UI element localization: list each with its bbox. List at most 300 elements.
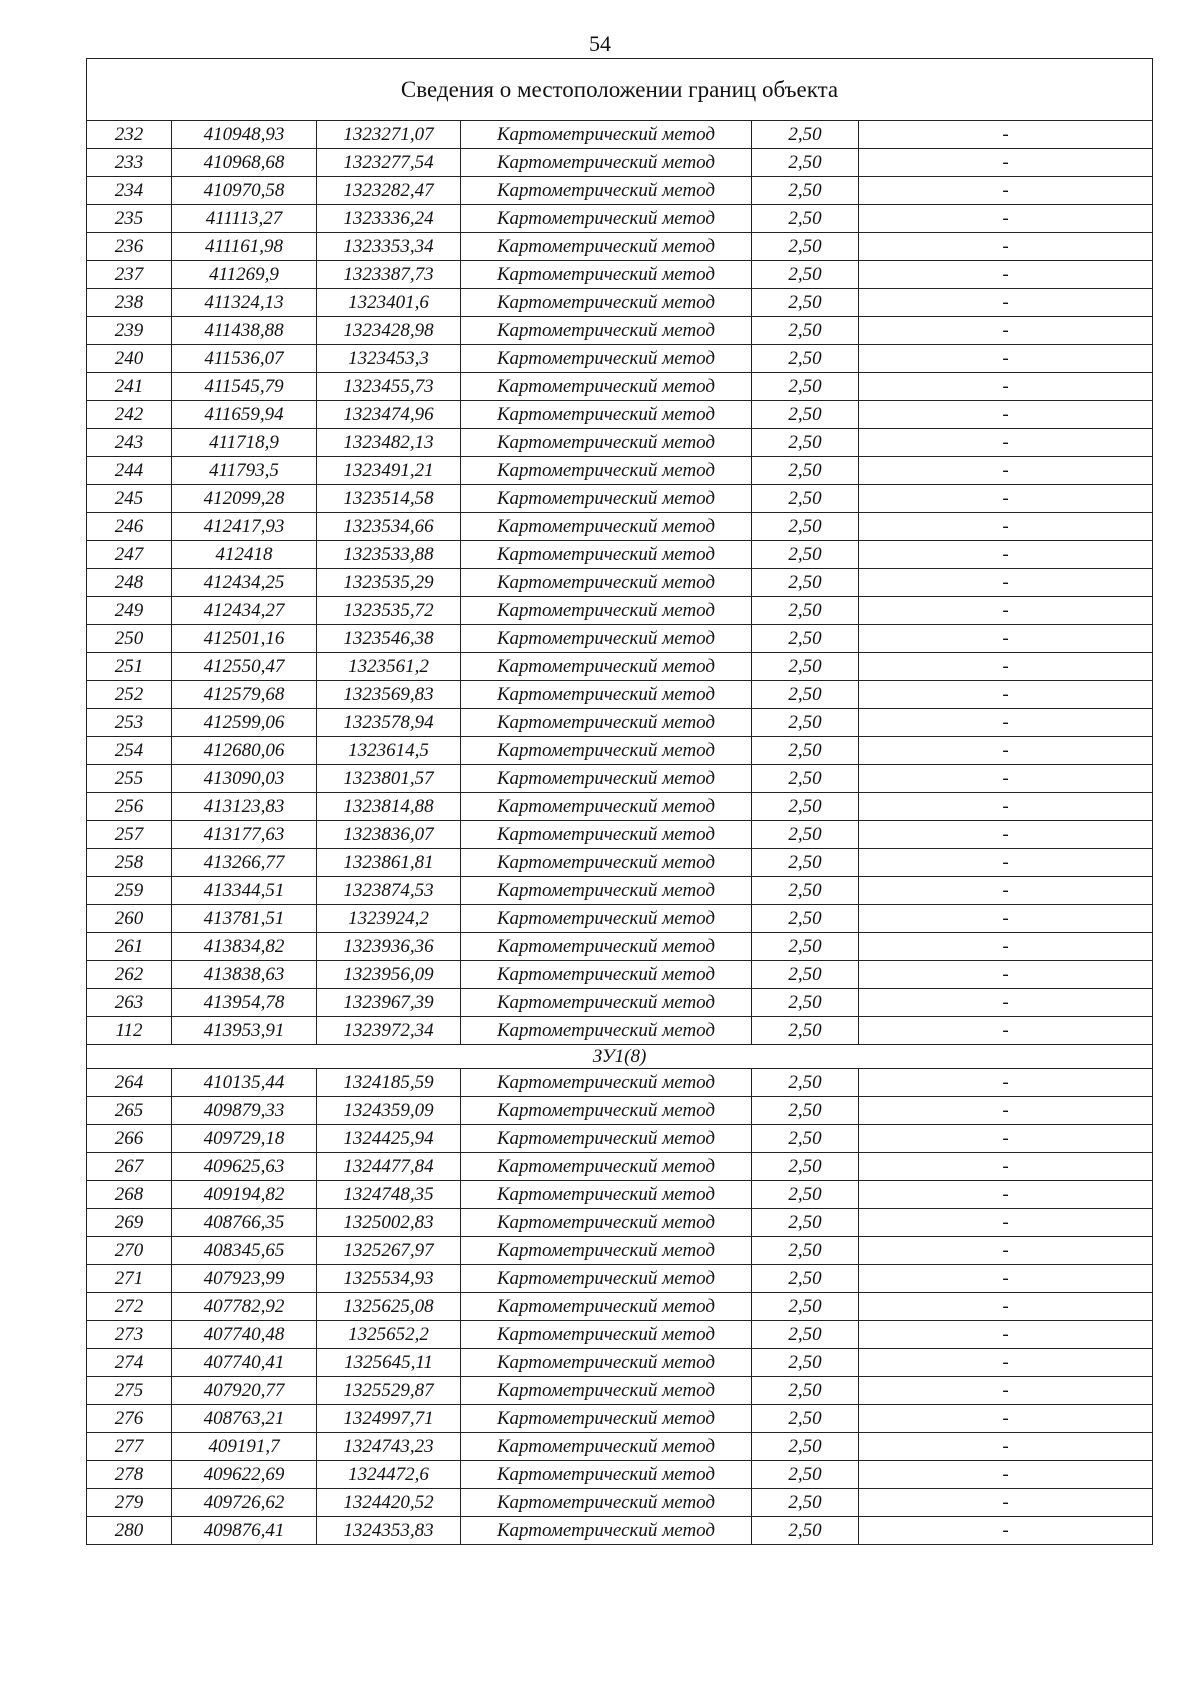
determination-method: Картометрический метод <box>461 1321 752 1349</box>
coordinate-y: 1323861,81 <box>317 849 461 877</box>
table-row <box>87 1097 1153 1125</box>
point-number: 271 <box>87 1265 172 1293</box>
coordinate-x: 412099,28 <box>172 485 317 513</box>
description-empty: - <box>859 233 1153 261</box>
table-row <box>87 653 1153 681</box>
point-number: 112 <box>87 1017 172 1045</box>
point-number: 261 <box>87 933 172 961</box>
accuracy-value: 2,50 <box>752 877 859 905</box>
coordinate-y: 1324997,71 <box>317 1405 461 1433</box>
table-row <box>87 1433 1153 1461</box>
coordinate-x: 412501,16 <box>172 625 317 653</box>
point-number: 256 <box>87 793 172 821</box>
coordinate-y: 1324359,09 <box>317 1097 461 1125</box>
determination-method: Картометрический метод <box>461 793 752 821</box>
description-empty: - <box>859 317 1153 345</box>
coordinate-y: 1323801,57 <box>317 765 461 793</box>
coordinate-y: 1325534,93 <box>317 1265 461 1293</box>
coordinate-x: 413266,77 <box>172 849 317 877</box>
coordinate-y: 1325529,87 <box>317 1377 461 1405</box>
coordinate-y: 1323514,58 <box>317 485 461 513</box>
page-number: 54 <box>589 31 611 56</box>
point-number: 245 <box>87 485 172 513</box>
determination-method: Картометрический метод <box>461 1489 752 1517</box>
determination-method: Картометрический метод <box>461 205 752 233</box>
coordinate-x: 407920,77 <box>172 1377 317 1405</box>
accuracy-value: 2,50 <box>752 1377 859 1405</box>
table-row <box>87 1517 1153 1545</box>
coordinate-x: 409191,7 <box>172 1433 317 1461</box>
description-empty: - <box>859 513 1153 541</box>
determination-method: Картометрический метод <box>461 653 752 681</box>
coordinate-x: 408345,65 <box>172 1237 317 1265</box>
determination-method: Картометрический метод <box>461 261 752 289</box>
description-empty: - <box>859 1461 1153 1489</box>
determination-method: Картометрический метод <box>461 1017 752 1045</box>
point-number: 236 <box>87 233 172 261</box>
table-row <box>87 121 1153 149</box>
coordinate-y: 1323972,34 <box>317 1017 461 1045</box>
coordinate-x: 410968,68 <box>172 149 317 177</box>
accuracy-value: 2,50 <box>752 709 859 737</box>
determination-method: Картометрический метод <box>461 1377 752 1405</box>
description-empty: - <box>859 177 1153 205</box>
point-number: 252 <box>87 681 172 709</box>
accuracy-value: 2,50 <box>752 989 859 1017</box>
description-empty: - <box>859 961 1153 989</box>
table-row <box>87 1181 1153 1209</box>
coordinate-y: 1323271,07 <box>317 121 461 149</box>
description-empty: - <box>859 345 1153 373</box>
coordinate-x: 409726,62 <box>172 1489 317 1517</box>
point-number: 234 <box>87 177 172 205</box>
accuracy-value: 2,50 <box>752 1209 859 1237</box>
coordinate-y: 1324472,6 <box>317 1461 461 1489</box>
description-empty: - <box>859 457 1153 485</box>
coordinate-y: 1323482,13 <box>317 429 461 457</box>
coordinate-y: 1323474,96 <box>317 401 461 429</box>
coordinate-x: 411324,13 <box>172 289 317 317</box>
determination-method: Картометрический метод <box>461 933 752 961</box>
accuracy-value: 2,50 <box>752 1125 859 1153</box>
coordinate-x: 412417,93 <box>172 513 317 541</box>
determination-method: Картометрический метод <box>461 289 752 317</box>
table-row <box>87 1265 1153 1293</box>
table-row <box>87 793 1153 821</box>
coordinate-y: 1325645,11 <box>317 1349 461 1377</box>
determination-method: Картометрический метод <box>461 625 752 653</box>
point-number: 247 <box>87 541 172 569</box>
point-number: 273 <box>87 1321 172 1349</box>
table-row <box>87 1489 1153 1517</box>
accuracy-value: 2,50 <box>752 1461 859 1489</box>
determination-method: Картометрический метод <box>461 1517 752 1545</box>
point-number: 248 <box>87 569 172 597</box>
coordinate-y: 1323561,2 <box>317 653 461 681</box>
accuracy-value: 2,50 <box>752 933 859 961</box>
description-empty: - <box>859 1489 1153 1517</box>
accuracy-value: 2,50 <box>752 1153 859 1181</box>
table-row <box>87 289 1153 317</box>
coordinate-x: 413090,03 <box>172 765 317 793</box>
coordinate-y: 1325625,08 <box>317 1293 461 1321</box>
table-row <box>87 821 1153 849</box>
description-empty: - <box>859 1097 1153 1125</box>
table-row <box>87 513 1153 541</box>
determination-method: Картометрический метод <box>461 905 752 933</box>
coordinate-y: 1323924,2 <box>317 905 461 933</box>
coordinate-x: 411793,5 <box>172 457 317 485</box>
coordinate-x: 413834,82 <box>172 933 317 961</box>
table-row <box>87 1349 1153 1377</box>
table-row <box>87 1237 1153 1265</box>
description-empty: - <box>859 597 1153 625</box>
description-empty: - <box>859 933 1153 961</box>
point-number: 270 <box>87 1237 172 1265</box>
point-number: 259 <box>87 877 172 905</box>
coordinate-x: 409622,69 <box>172 1461 317 1489</box>
determination-method: Картометрический метод <box>461 429 752 457</box>
determination-method: Картометрический метод <box>461 177 752 205</box>
point-number: 241 <box>87 373 172 401</box>
point-number: 237 <box>87 261 172 289</box>
accuracy-value: 2,50 <box>752 457 859 485</box>
accuracy-value: 2,50 <box>752 1405 859 1433</box>
description-empty: - <box>859 289 1153 317</box>
table-row <box>87 569 1153 597</box>
table-row <box>87 205 1153 233</box>
table-row <box>87 261 1153 289</box>
coordinate-x: 409194,82 <box>172 1181 317 1209</box>
accuracy-value: 2,50 <box>752 821 859 849</box>
description-empty: - <box>859 1125 1153 1153</box>
accuracy-value: 2,50 <box>752 541 859 569</box>
table-row <box>87 1125 1153 1153</box>
coordinate-y: 1324425,94 <box>317 1125 461 1153</box>
point-number: 250 <box>87 625 172 653</box>
coordinate-y: 1325652,2 <box>317 1321 461 1349</box>
description-empty: - <box>859 149 1153 177</box>
coordinate-x: 413177,63 <box>172 821 317 849</box>
coordinate-x: 408763,21 <box>172 1405 317 1433</box>
description-empty: - <box>859 989 1153 1017</box>
section-header-row <box>87 1045 1153 1069</box>
determination-method: Картометрический метод <box>461 597 752 625</box>
description-empty: - <box>859 849 1153 877</box>
table-row <box>87 149 1153 177</box>
accuracy-value: 2,50 <box>752 401 859 429</box>
accuracy-value: 2,50 <box>752 177 859 205</box>
description-empty: - <box>859 1017 1153 1045</box>
point-number: 275 <box>87 1377 172 1405</box>
description-empty: - <box>859 1265 1153 1293</box>
coordinate-y: 1323455,73 <box>317 373 461 401</box>
coordinate-x: 411545,79 <box>172 373 317 401</box>
description-empty: - <box>859 765 1153 793</box>
determination-method: Картометрический метод <box>461 1069 752 1097</box>
description-empty: - <box>859 653 1153 681</box>
coordinate-y: 1323491,21 <box>317 457 461 485</box>
coordinate-x: 411113,27 <box>172 205 317 233</box>
accuracy-value: 2,50 <box>752 569 859 597</box>
coordinate-y: 1325002,83 <box>317 1209 461 1237</box>
coordinate-x: 413123,83 <box>172 793 317 821</box>
coordinate-x: 412550,47 <box>172 653 317 681</box>
coordinate-x: 409729,18 <box>172 1125 317 1153</box>
coordinate-y: 1323956,09 <box>317 961 461 989</box>
coordinate-x: 411161,98 <box>172 233 317 261</box>
description-empty: - <box>859 1433 1153 1461</box>
description-empty: - <box>859 569 1153 597</box>
accuracy-value: 2,50 <box>752 1349 859 1377</box>
section-label: ЗУ1(8) <box>87 1045 1153 1069</box>
table-row <box>87 709 1153 737</box>
point-number: 265 <box>87 1097 172 1125</box>
coordinate-y: 1324185,59 <box>317 1069 461 1097</box>
accuracy-value: 2,50 <box>752 597 859 625</box>
point-number: 239 <box>87 317 172 345</box>
point-number: 255 <box>87 765 172 793</box>
accuracy-value: 2,50 <box>752 485 859 513</box>
coordinate-y: 1323387,73 <box>317 261 461 289</box>
description-empty: - <box>859 121 1153 149</box>
table-row <box>87 1321 1153 1349</box>
determination-method: Картометрический метод <box>461 1433 752 1461</box>
description-empty: - <box>859 821 1153 849</box>
coordinate-y: 1323336,24 <box>317 205 461 233</box>
point-number: 243 <box>87 429 172 457</box>
determination-method: Картометрический метод <box>461 1209 752 1237</box>
coordinate-y: 1323836,07 <box>317 821 461 849</box>
table-row <box>87 1069 1153 1097</box>
accuracy-value: 2,50 <box>752 1433 859 1461</box>
coordinate-x: 412599,06 <box>172 709 317 737</box>
point-number: 246 <box>87 513 172 541</box>
table-row <box>87 905 1153 933</box>
coordinate-y: 1323533,88 <box>317 541 461 569</box>
determination-method: Картометрический метод <box>461 1125 752 1153</box>
table-row <box>87 737 1153 765</box>
table-row <box>87 625 1153 653</box>
description-empty: - <box>859 373 1153 401</box>
accuracy-value: 2,50 <box>752 1181 859 1209</box>
coordinate-x: 410948,93 <box>172 121 317 149</box>
description-empty: - <box>859 681 1153 709</box>
coordinate-x: 410970,58 <box>172 177 317 205</box>
determination-method: Картометрический метод <box>461 821 752 849</box>
boundary-coordinates-table <box>86 58 1153 1545</box>
point-number: 235 <box>87 205 172 233</box>
coordinate-y: 1323277,54 <box>317 149 461 177</box>
determination-method: Картометрический метод <box>461 765 752 793</box>
determination-method: Картометрический метод <box>461 681 752 709</box>
point-number: 251 <box>87 653 172 681</box>
table-row <box>87 401 1153 429</box>
point-number: 257 <box>87 821 172 849</box>
point-number: 266 <box>87 1125 172 1153</box>
determination-method: Картометрический метод <box>461 1461 752 1489</box>
accuracy-value: 2,50 <box>752 737 859 765</box>
point-number: 258 <box>87 849 172 877</box>
determination-method: Картометрический метод <box>461 1265 752 1293</box>
coordinate-y: 1323535,29 <box>317 569 461 597</box>
point-number: 260 <box>87 905 172 933</box>
table-row <box>87 541 1153 569</box>
determination-method: Картометрический метод <box>461 401 752 429</box>
accuracy-value: 2,50 <box>752 345 859 373</box>
determination-method: Картометрический метод <box>461 457 752 485</box>
description-empty: - <box>859 793 1153 821</box>
coordinate-x: 407782,92 <box>172 1293 317 1321</box>
coordinate-x: 411659,94 <box>172 401 317 429</box>
determination-method: Картометрический метод <box>461 1349 752 1377</box>
coordinate-x: 412434,27 <box>172 597 317 625</box>
point-number: 240 <box>87 345 172 373</box>
table-row <box>87 373 1153 401</box>
coordinate-x: 413953,91 <box>172 1017 317 1045</box>
point-number: 278 <box>87 1461 172 1489</box>
accuracy-value: 2,50 <box>752 429 859 457</box>
description-empty: - <box>859 401 1153 429</box>
point-number: 280 <box>87 1517 172 1545</box>
description-empty: - <box>859 625 1153 653</box>
coordinate-y: 1325267,97 <box>317 1237 461 1265</box>
coordinate-y: 1323967,39 <box>317 989 461 1017</box>
coordinate-x: 407923,99 <box>172 1265 317 1293</box>
table-row <box>87 1017 1153 1045</box>
accuracy-value: 2,50 <box>752 1517 859 1545</box>
table-row <box>87 1461 1153 1489</box>
point-number: 276 <box>87 1405 172 1433</box>
determination-method: Картометрический метод <box>461 149 752 177</box>
point-number: 267 <box>87 1153 172 1181</box>
determination-method: Картометрический метод <box>461 961 752 989</box>
determination-method: Картометрический метод <box>461 233 752 261</box>
description-empty: - <box>859 905 1153 933</box>
accuracy-value: 2,50 <box>752 513 859 541</box>
table-row <box>87 933 1153 961</box>
coordinate-y: 1323353,34 <box>317 233 461 261</box>
coordinate-x: 413344,51 <box>172 877 317 905</box>
point-number: 244 <box>87 457 172 485</box>
coordinate-x: 412680,06 <box>172 737 317 765</box>
determination-method: Картометрический метод <box>461 569 752 597</box>
description-empty: - <box>859 1181 1153 1209</box>
coordinate-x: 411438,88 <box>172 317 317 345</box>
coordinate-x: 413781,51 <box>172 905 317 933</box>
accuracy-value: 2,50 <box>752 905 859 933</box>
determination-method: Картометрический метод <box>461 513 752 541</box>
coordinate-x: 412434,25 <box>172 569 317 597</box>
table-title-row <box>87 59 1153 121</box>
coordinate-y: 1324748,35 <box>317 1181 461 1209</box>
coordinate-x: 411269,9 <box>172 261 317 289</box>
coordinate-y: 1323534,66 <box>317 513 461 541</box>
coordinate-x: 409625,63 <box>172 1153 317 1181</box>
coordinate-y: 1323874,53 <box>317 877 461 905</box>
determination-method: Картометрический метод <box>461 1293 752 1321</box>
determination-method: Картометрический метод <box>461 849 752 877</box>
description-empty: - <box>859 541 1153 569</box>
determination-method: Картометрический метод <box>461 1153 752 1181</box>
coordinate-y: 1324743,23 <box>317 1433 461 1461</box>
accuracy-value: 2,50 <box>752 1237 859 1265</box>
accuracy-value: 2,50 <box>752 233 859 261</box>
point-number: 274 <box>87 1349 172 1377</box>
accuracy-value: 2,50 <box>752 793 859 821</box>
accuracy-value: 2,50 <box>752 1069 859 1097</box>
description-empty: - <box>859 1209 1153 1237</box>
table-row <box>87 765 1153 793</box>
table-row <box>87 597 1153 625</box>
description-empty: - <box>859 485 1153 513</box>
table-row <box>87 1293 1153 1321</box>
table-row <box>87 1405 1153 1433</box>
point-number: 253 <box>87 709 172 737</box>
point-number: 249 <box>87 597 172 625</box>
table-row <box>87 177 1153 205</box>
accuracy-value: 2,50 <box>752 681 859 709</box>
point-number: 269 <box>87 1209 172 1237</box>
table-row <box>87 429 1153 457</box>
coordinate-x: 413954,78 <box>172 989 317 1017</box>
accuracy-value: 2,50 <box>752 961 859 989</box>
determination-method: Картометрический метод <box>461 121 752 149</box>
coordinate-x: 407740,41 <box>172 1349 317 1377</box>
table-row <box>87 1209 1153 1237</box>
coordinate-y: 1323569,83 <box>317 681 461 709</box>
coordinate-y: 1324420,52 <box>317 1489 461 1517</box>
accuracy-value: 2,50 <box>752 317 859 345</box>
coordinate-y: 1323535,72 <box>317 597 461 625</box>
point-number: 233 <box>87 149 172 177</box>
accuracy-value: 2,50 <box>752 121 859 149</box>
table-title: Сведения о местоположении границ объекта <box>87 59 1153 121</box>
coordinate-x: 413838,63 <box>172 961 317 989</box>
coordinate-x: 409876,41 <box>172 1517 317 1545</box>
table-row <box>87 345 1153 373</box>
point-number: 279 <box>87 1489 172 1517</box>
coordinate-x: 409879,33 <box>172 1097 317 1125</box>
determination-method: Картометрический метод <box>461 345 752 373</box>
point-number: 263 <box>87 989 172 1017</box>
determination-method: Картометрический метод <box>461 989 752 1017</box>
description-empty: - <box>859 1517 1153 1545</box>
description-empty: - <box>859 1377 1153 1405</box>
coordinate-x: 412579,68 <box>172 681 317 709</box>
determination-method: Картометрический метод <box>461 317 752 345</box>
coordinate-x: 407740,48 <box>172 1321 317 1349</box>
description-empty: - <box>859 1405 1153 1433</box>
point-number: 232 <box>87 121 172 149</box>
table-row <box>87 1377 1153 1405</box>
accuracy-value: 2,50 <box>752 765 859 793</box>
point-number: 272 <box>87 1293 172 1321</box>
table-row <box>87 961 1153 989</box>
description-empty: - <box>859 205 1153 233</box>
description-empty: - <box>859 877 1153 905</box>
coordinate-y: 1323578,94 <box>317 709 461 737</box>
point-number: 238 <box>87 289 172 317</box>
table-row <box>87 877 1153 905</box>
determination-method: Картометрический метод <box>461 1405 752 1433</box>
determination-method: Картометрический метод <box>461 877 752 905</box>
coordinate-y: 1323814,88 <box>317 793 461 821</box>
accuracy-value: 2,50 <box>752 849 859 877</box>
description-empty: - <box>859 429 1153 457</box>
accuracy-value: 2,50 <box>752 261 859 289</box>
table-row <box>87 233 1153 261</box>
